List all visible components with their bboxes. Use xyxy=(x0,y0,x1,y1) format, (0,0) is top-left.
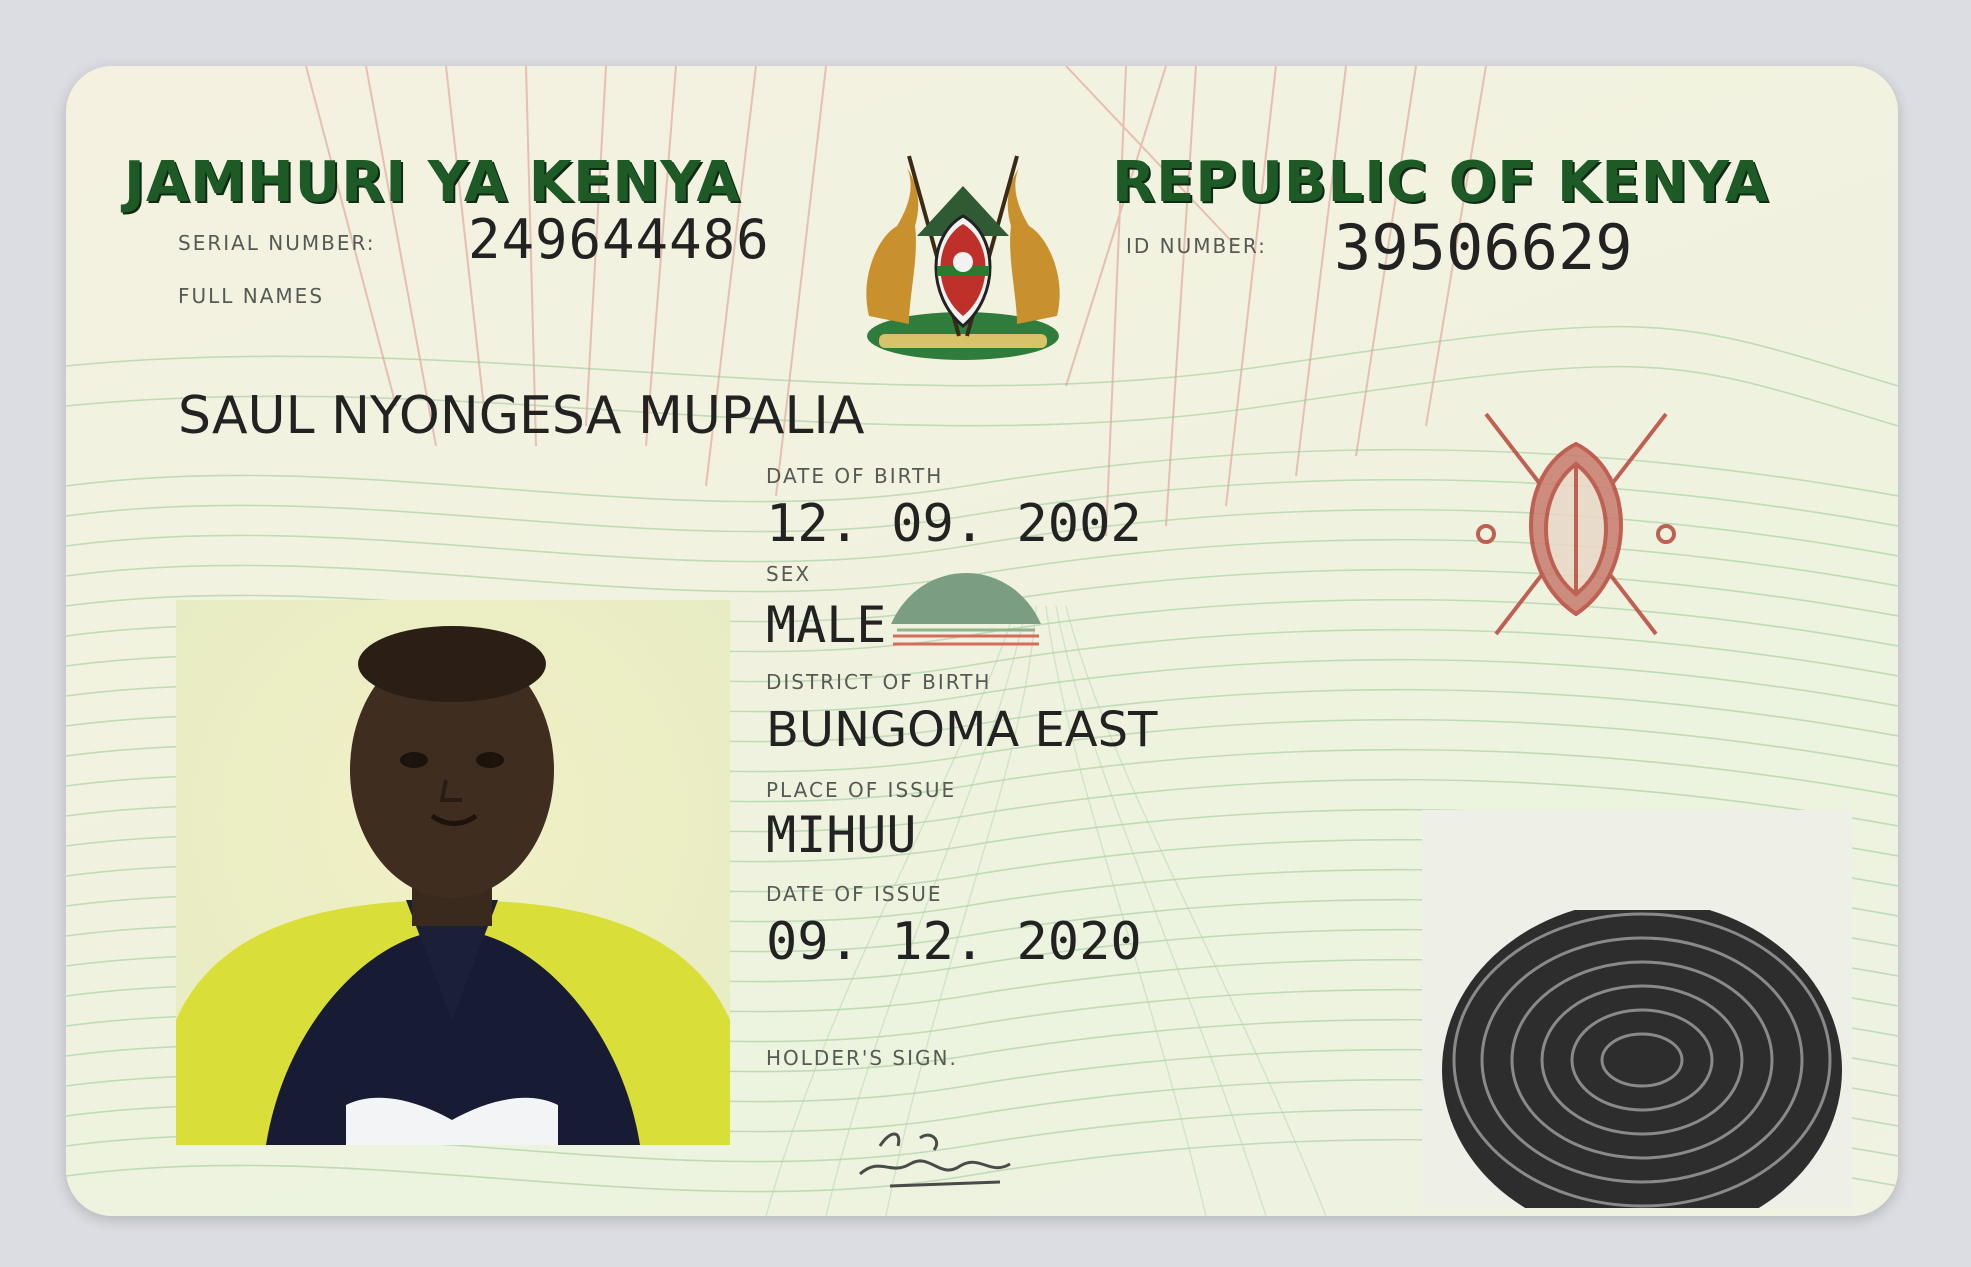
dob-label: DATE OF BIRTH xyxy=(766,464,944,488)
district-label: DISTRICT OF BIRTH xyxy=(766,670,992,694)
holder-photo xyxy=(176,600,730,1145)
dob-value: 12. 09. 2002 xyxy=(766,494,1142,554)
id-card xyxy=(66,66,1898,1216)
full-names-label: FULL NAMES xyxy=(178,284,325,308)
title-english: REPUBLIC OF KENYA xyxy=(1112,150,1770,215)
coat-of-arms-icon xyxy=(849,146,1077,366)
date-of-issue-value: 09. 12. 2020 xyxy=(766,912,1142,972)
thumbprint-icon xyxy=(1422,810,1852,1208)
full-names-value: SAUL NYONGESA MUPALIA xyxy=(178,386,865,446)
date-of-issue-label: DATE OF ISSUE xyxy=(766,882,943,906)
sex-label: SEX xyxy=(766,562,812,586)
place-of-issue-label: PLACE OF ISSUE xyxy=(766,778,957,802)
id-number-label: ID NUMBER: xyxy=(1126,234,1267,258)
mountain-icon xyxy=(881,536,1051,656)
shield-spears-icon xyxy=(1466,404,1686,644)
district-value: BUNGOMA EAST xyxy=(766,702,1158,758)
sex-value: MALE xyxy=(766,596,887,654)
serial-number-value: 249644486 xyxy=(468,208,770,271)
serial-number-label: SERIAL NUMBER: xyxy=(178,231,376,255)
id-number-value: 39506629 xyxy=(1334,211,1633,284)
signature-icon xyxy=(850,1116,1040,1196)
place-of-issue-value: MIHUU xyxy=(766,806,917,864)
holder-sign-label: HOLDER'S SIGN. xyxy=(766,1046,958,1070)
title-swahili: JAMHURI YA KENYA xyxy=(124,150,741,215)
